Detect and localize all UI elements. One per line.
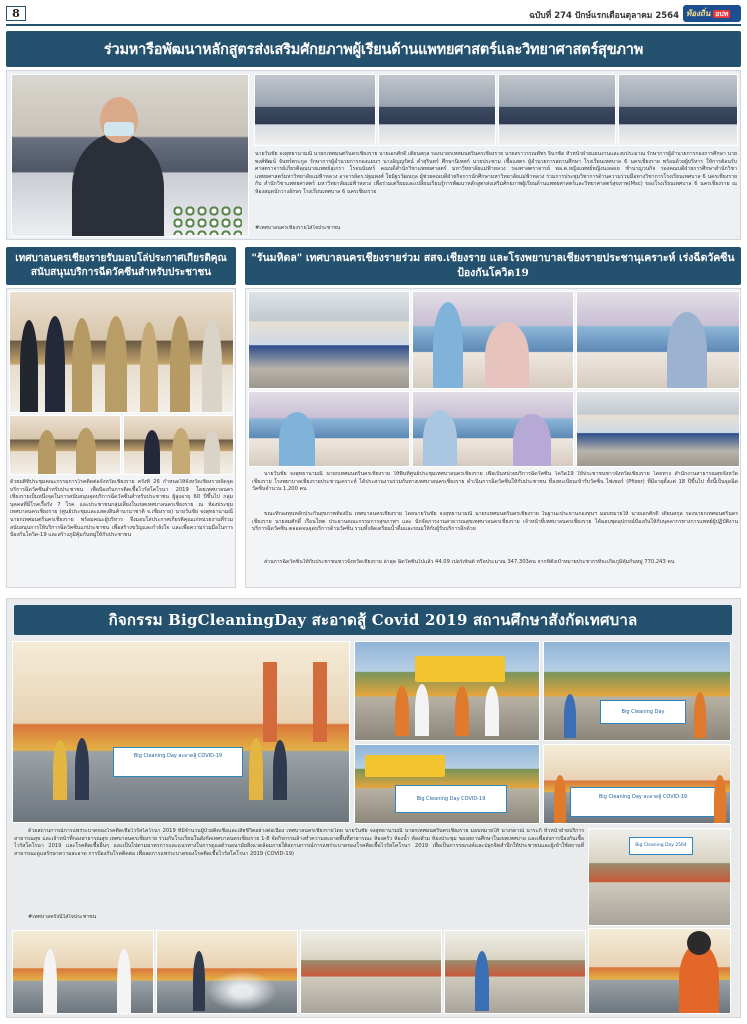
publication-logo: [683, 5, 741, 22]
person-figure: [694, 692, 706, 738]
article4-photo-9: [300, 930, 442, 1014]
article2-photo-main: [9, 291, 234, 413]
article4-photo-11: [588, 928, 731, 1014]
person-figure: [170, 316, 190, 413]
person-figure: [20, 320, 38, 413]
person-figure: [117, 949, 131, 1014]
article3-photo-6: [576, 391, 740, 467]
article2-body: ด้วยมติที่ประชุมคณะกรรมการโรคติดต่อจังหวัดเชียงราย ครั้งที่ 26 กำหนดให้จังหวัดเชียงรายจัดจุดบริการฉีดวัคซีนสำหรับประชาชน เพื่อป้องกันการติดเชื้อไวรัสโคโรนา 2019 โดยเทศบาลนครเชียงรายเป็นหนึ่งจุดในการสนับสนุนจุดบริการฉีดวัคซีนสำหรับประชาชน ผู้สูงอายุ 60 ปีขึ้นไป กลุ่มบุคคลที่มีโรคเรื้อรัง 7 โรค และประชาชนกลุ่มเสี่ยงในเขตเทศบาลนครเชียงราย ณ ห้องประชุมเทศบาลนครเชียงราย (ศูนย์ประชุมและแสดงสินค้านานาชาติ จ.เชียงราย) นายวันชัย จงสุทธานามณี นายกเทศมนตรีนครเชียงราย พร้อมคณะผู้บริหาร จึงมอบโล่ประกาศเกียรติคุณแก่หน่วยงานที่ร่วมสนับสนุนการให้บริการฉีดวัคซีนแก่ประชาชน เพื่อสร้างขวัญและกำลังใจ และเพื่อความร่วมมือในการป้องกันโควิด-19 และสร้างภูมิคุ้มกันหมู่ให้กับประชาชน: [10, 479, 233, 539]
page-number: 8: [6, 6, 26, 21]
person-figure: [249, 738, 263, 800]
page-header: [6, 6, 741, 26]
person-figure: [38, 430, 56, 475]
banner-sign: Big Cleaning Day: [600, 700, 686, 724]
article2-headline: เทศบาลนครเชียงรายรับมอบโล่ประกาศเกียรติคุณ สนับสนุนบริการฉีดวัคซีนสำหรับประชาชน: [6, 247, 236, 285]
article1-photo-5: [618, 74, 738, 146]
person-figure: [485, 686, 499, 736]
article1-photo-3: [378, 74, 496, 146]
person-figure: [513, 414, 551, 467]
person-figure: [202, 318, 222, 413]
article1-body: นายวันชัย จงสุทธานามณี นายกเทศมนตรีนครเชียงราย นายเอกศักดิ์ เตียนสกุล รองนายกเทศมนตรีนครเชียงราย นายสราวรรณพัชร จิ๊นาซัด หัวหน้าฝ่ายแผนงานและงบประมาณ รักษาการผู้อำนวยการกองการศึกษา นายพงศ์พัฒน์ จันทร์ตระกูล รักษาการผู้อำนวยการกองแผนฯ นางอัญญรัตน์ คำสุรินทร์ ศึกษานิเทศก์ นายประชาม เชื้อแสตร ผู้อำนวยการสถานศึกษา โรงเรียนเทศบาล 6 นครเชียงราย พร้อมด้วยผู้บริหาร ให้การต้อนรับ ศาสตราจารย์เกียรติคุณนายแพทย์สุเกรา โรจนนันทร์ คณบดีสำนักวิชาแพทยศาสตร์ มหาวิทยาลัยแม่ฟ้าหลวง รองศาสตราจารย์ พล.ต.หญิงแพทย์หญิงนงลอเย ชำนาญวนกิจ รองคณบดีฝ่ายการศึกษาสำนักวิชาแพทยศาสตร์มหาวิทยาลัยแม่ฟ้าหลวง อาจารย์ดร.ปฐมพงศ์ โยมิฐรวัฒนกุล ผู้ช่วยคณบดีฝ่ายกิจการนักศึกษามหาวิทยาลัยแม่ฟ้าหลวง ร่วมการประชุมวิชาการด้านความร่วมมือทางวิชาการโรงเรียนเทศบาล 6 นครเชียงราย กับ สำนักวิชาแพทยศาสตร์ มหาวิทยาลัยแม่ฟ้าหลวง เพื่อร่วมเตรียมและเปลี่ยนเรียนรู้การพัฒนาหลักสูตรส่งเสริมศักยภาพผู้เรียนด้านแพทยศาสตร์และวิทยาศาสตร์สุขภาพ(Msc) ของโรงเรียนเทศบาล 6 นครเชียงราย ณ ห้องสมุดนักวางอักษร โรงเรียนเทศบาล 6 นครเชียงราย: [255, 151, 737, 195]
person-figure: [273, 740, 287, 800]
article2-section: [6, 288, 236, 588]
article2-photo-2: [9, 415, 121, 475]
person-figure: [53, 740, 67, 800]
truck: [365, 755, 445, 777]
person-figure: [75, 738, 89, 800]
person-figure: [172, 428, 190, 475]
article4-photo-7: [12, 930, 154, 1014]
person-figure: [423, 410, 457, 467]
article3-body-1: นายวันชัย จงสุทธานามณี นายกเทศมนตรีนครเชียงราย ให้พื้นที่ศูนย์ประชุมเทศบาลนครเชียงราย เพื่อเป็นหน่วยบริการฉีดวัคซีน โควิด19 ให้ประชาชนชาวจังหวัดเชียงราย โดยทาง สำนักงานสาธารณสุขจังหวัดเชียงราย โรงพยาบาลเชียงรายประชานุเคราะห์ ได้ประสานงานร่วมกับทางเทศบาลนครเชียงราย ดำเนินการฉีดวัคซีนให้กับประชาชน ที่ลงทะเบียนเข้ารับวัคซีน ไฟเซอร์ (Pfizer) ที่มีอายุตั้งแต่ 18 ปีขึ้นไป ทั้งนี้เป็นจุดฉีดวัคซีนจำนวน 1,200 คน: [252, 471, 738, 493]
person-figure: [140, 322, 158, 413]
face-mask: [104, 122, 134, 136]
article4-photo-6: [588, 828, 731, 926]
person-figure: [485, 322, 529, 389]
article4-photo-4: [354, 744, 540, 824]
person-figure: [45, 316, 65, 413]
article1-photo-2: [254, 74, 376, 146]
logo-text: ท้องถิ่น: [686, 9, 711, 18]
article3-body-2: ขณะที่กองทุนหลักประกันสุขภาพท้องถิ่น เทศบาลนครเชียงราย โดยนายวันชัย จงสุทธานามณี นายกเทศมนตรีนครเชียงราย ในฐานะประธานกองทุนฯ มอบหมายให้ นายเอกศักดิ์ เตียนสกุล รองนายกเทศมนตรีนครเชียงราย นายสมศักดิ์ เรือนโหต ประธานคณะกรรมการสุขภาพฯ และ นักจัดการงานสาธารณสุขเทศบาลนครเชียงราย เจ้าหน้าที่เทศบาลนครเชียงราย ได้มอบชุดอุปกรณ์ป้องกันให้กับบุคลากรทางการแพทย์ผู้ปฏิบัติงานบริการฉีดวัคซีน ตลอดจนจุดบริการด้านวัคซีน รวมทั้งจัดเตรียมน้ำดื่มและขนมให้กับผู้รับบริการอีกด้วย: [252, 511, 738, 533]
article2-photo-3: [123, 415, 234, 475]
person-figure: [667, 312, 707, 389]
flower-bouquet: [172, 205, 242, 235]
person-figure: [105, 316, 127, 413]
person-figure: [279, 412, 315, 467]
article4-photo-2: [354, 641, 540, 741]
building-column: [263, 662, 277, 742]
article4-photo-3: [543, 641, 731, 741]
person-figure: [43, 949, 57, 1014]
article4-photo-5: [543, 744, 731, 824]
person-head: [687, 931, 711, 955]
person-figure: [415, 684, 429, 736]
person-head: [100, 97, 138, 143]
issue-text: ฉบับที่ 274 ปักษ์แรกเดือนตุลาคม 2564: [529, 11, 679, 21]
article1-credit: #เทศบาลนครเชียงรายใส่ใจประชาชน: [255, 225, 341, 231]
article3-photo-1: [248, 291, 410, 389]
person-figure: [193, 951, 205, 1011]
article4-photo-main: [12, 641, 350, 823]
article3-headline: "รันมหิดล" เทศบาลนครเชียงรายร่วม สสจ.เชียงราย และโรงพยาบาลเชียงรายประชานุเคราะห์ เร่งฉีดวัคซีน ป้องกันโควิด19: [245, 247, 741, 285]
article1-section: [6, 70, 741, 240]
article4-headline: กิจกรรม BigCleaningDay สะอาดสู้ Covid 2019 สถานศึกษาสังกัดเทศบาล: [14, 605, 732, 635]
person-figure: [72, 318, 92, 413]
article3-photo-2: [412, 291, 574, 389]
person-figure: [144, 430, 160, 475]
article3-photo-4: [248, 391, 410, 467]
person-figure: [714, 775, 726, 823]
person-figure: [204, 430, 220, 475]
article3-photo-5: [412, 391, 574, 467]
person-figure: [76, 428, 96, 475]
building-column: [313, 662, 327, 742]
banner-sign: Big Cleaning Day สะอาดสู้ COVID-19: [570, 787, 716, 817]
person-figure: [564, 694, 576, 738]
article3-body-3: ส่วนการฉีดวัคซีนให้กับประชาชนชาวจังหวัดเชียงราย ล่าสุด ฉีดวัคซีนไปแล้ว 44.09 เปอร์เซ็นต์ หรือประมาณ 347,303คน จากที่ตั้งเป้าหมายประชากรที่จะเกิดภูมิคุ้มกันหมู่ 770,243 คน: [264, 559, 675, 565]
banner-sign: Big Cleaning Day สะอาดสู้ COVID-19: [113, 747, 243, 777]
article4-credit: #เทศบาลครั้งนี้ใส่ใจประชาชน: [28, 914, 97, 920]
banner-sign: Big Cleaning Day 2564: [629, 837, 693, 855]
water-spray: [207, 971, 277, 1011]
person-figure: [72, 133, 164, 237]
banner-sign: Big Cleaning Day COVID-19: [395, 785, 507, 813]
logo-suffix: อปท: [715, 10, 729, 18]
article1-headline: ร่วมหารือพัฒนาหลักสูตรส่งเสริมศักยภาพผู้เรียนด้านแพทยศาสตร์และวิทยาศาสตร์สุขภาพ: [6, 31, 741, 67]
person-figure: [554, 775, 566, 823]
article4-photo-8: [156, 930, 298, 1014]
person-figure: [395, 686, 409, 736]
article4-body: ด้วยสถานการณ์การแพร่ระบาดของโรคติดเชื้อไวรัสโคโรนา 2019 ที่มีจำนวนผู้ป่วยติดเชื้อและเสียชีวิตอย่างต่อเนื่อง เทศบาลนครเชียงรายโดย นายวันชัย จงสุทธานามณี นายกเทศมนตรีนครเชียงราย มอบหมายให้ นางรดาณ์ นาระภี หัวหน้าฝ่ายบริการสาธารณสุข และเจ้าหน้าที่กองสาธารณสุข เทศบาลนครเชียงราย ร่วมกับโรงเรียนในสังกัดเทศบาลนครเชียงราย 1-8 จัดกิจกรรมล้างทำความสะอาดพื้นที่สาธารณะ ห้องครัว ห้องน้ำ ห้องสัวม ห้องประชุม ของสถานศึกษาในเขตเทศบาล และเพื่อส่งการป้องกันเชื้อไวรัสโคโรนา 2019 และโรคติดเชื้ออื่นๆ และเป็นไปตามมาตรการและแนวทางในการดูแลด้านอนามัยสิ่งแวดล้อมภายใต้สถานการณ์การแพร่ระบาดของโรคติดเชื้อไวรัสโคโรนา 2019 เพื่อเป็นการรณรงค์และปลุกจิตสำนึกให้ประชาชนและผู้เข้าใช้สถานที่สาธารณะดูแลรักษาความสะอาด การป้องกันโรคติดต่อ เพื่อลดการแพร่ระบาดของโรคติดเชื้อไวรัสโคโรนา 2019 (COVID-19): [14, 828, 584, 857]
person-figure: [475, 951, 489, 1011]
person-figure: [433, 302, 463, 389]
article1-photo-4: [498, 74, 616, 146]
person-figure: [455, 686, 469, 736]
article1-photo-main: [11, 74, 249, 237]
article3-section: [245, 288, 741, 588]
article4-photo-10: [444, 930, 586, 1014]
article3-photo-3: [576, 291, 740, 389]
truck: [415, 656, 505, 682]
